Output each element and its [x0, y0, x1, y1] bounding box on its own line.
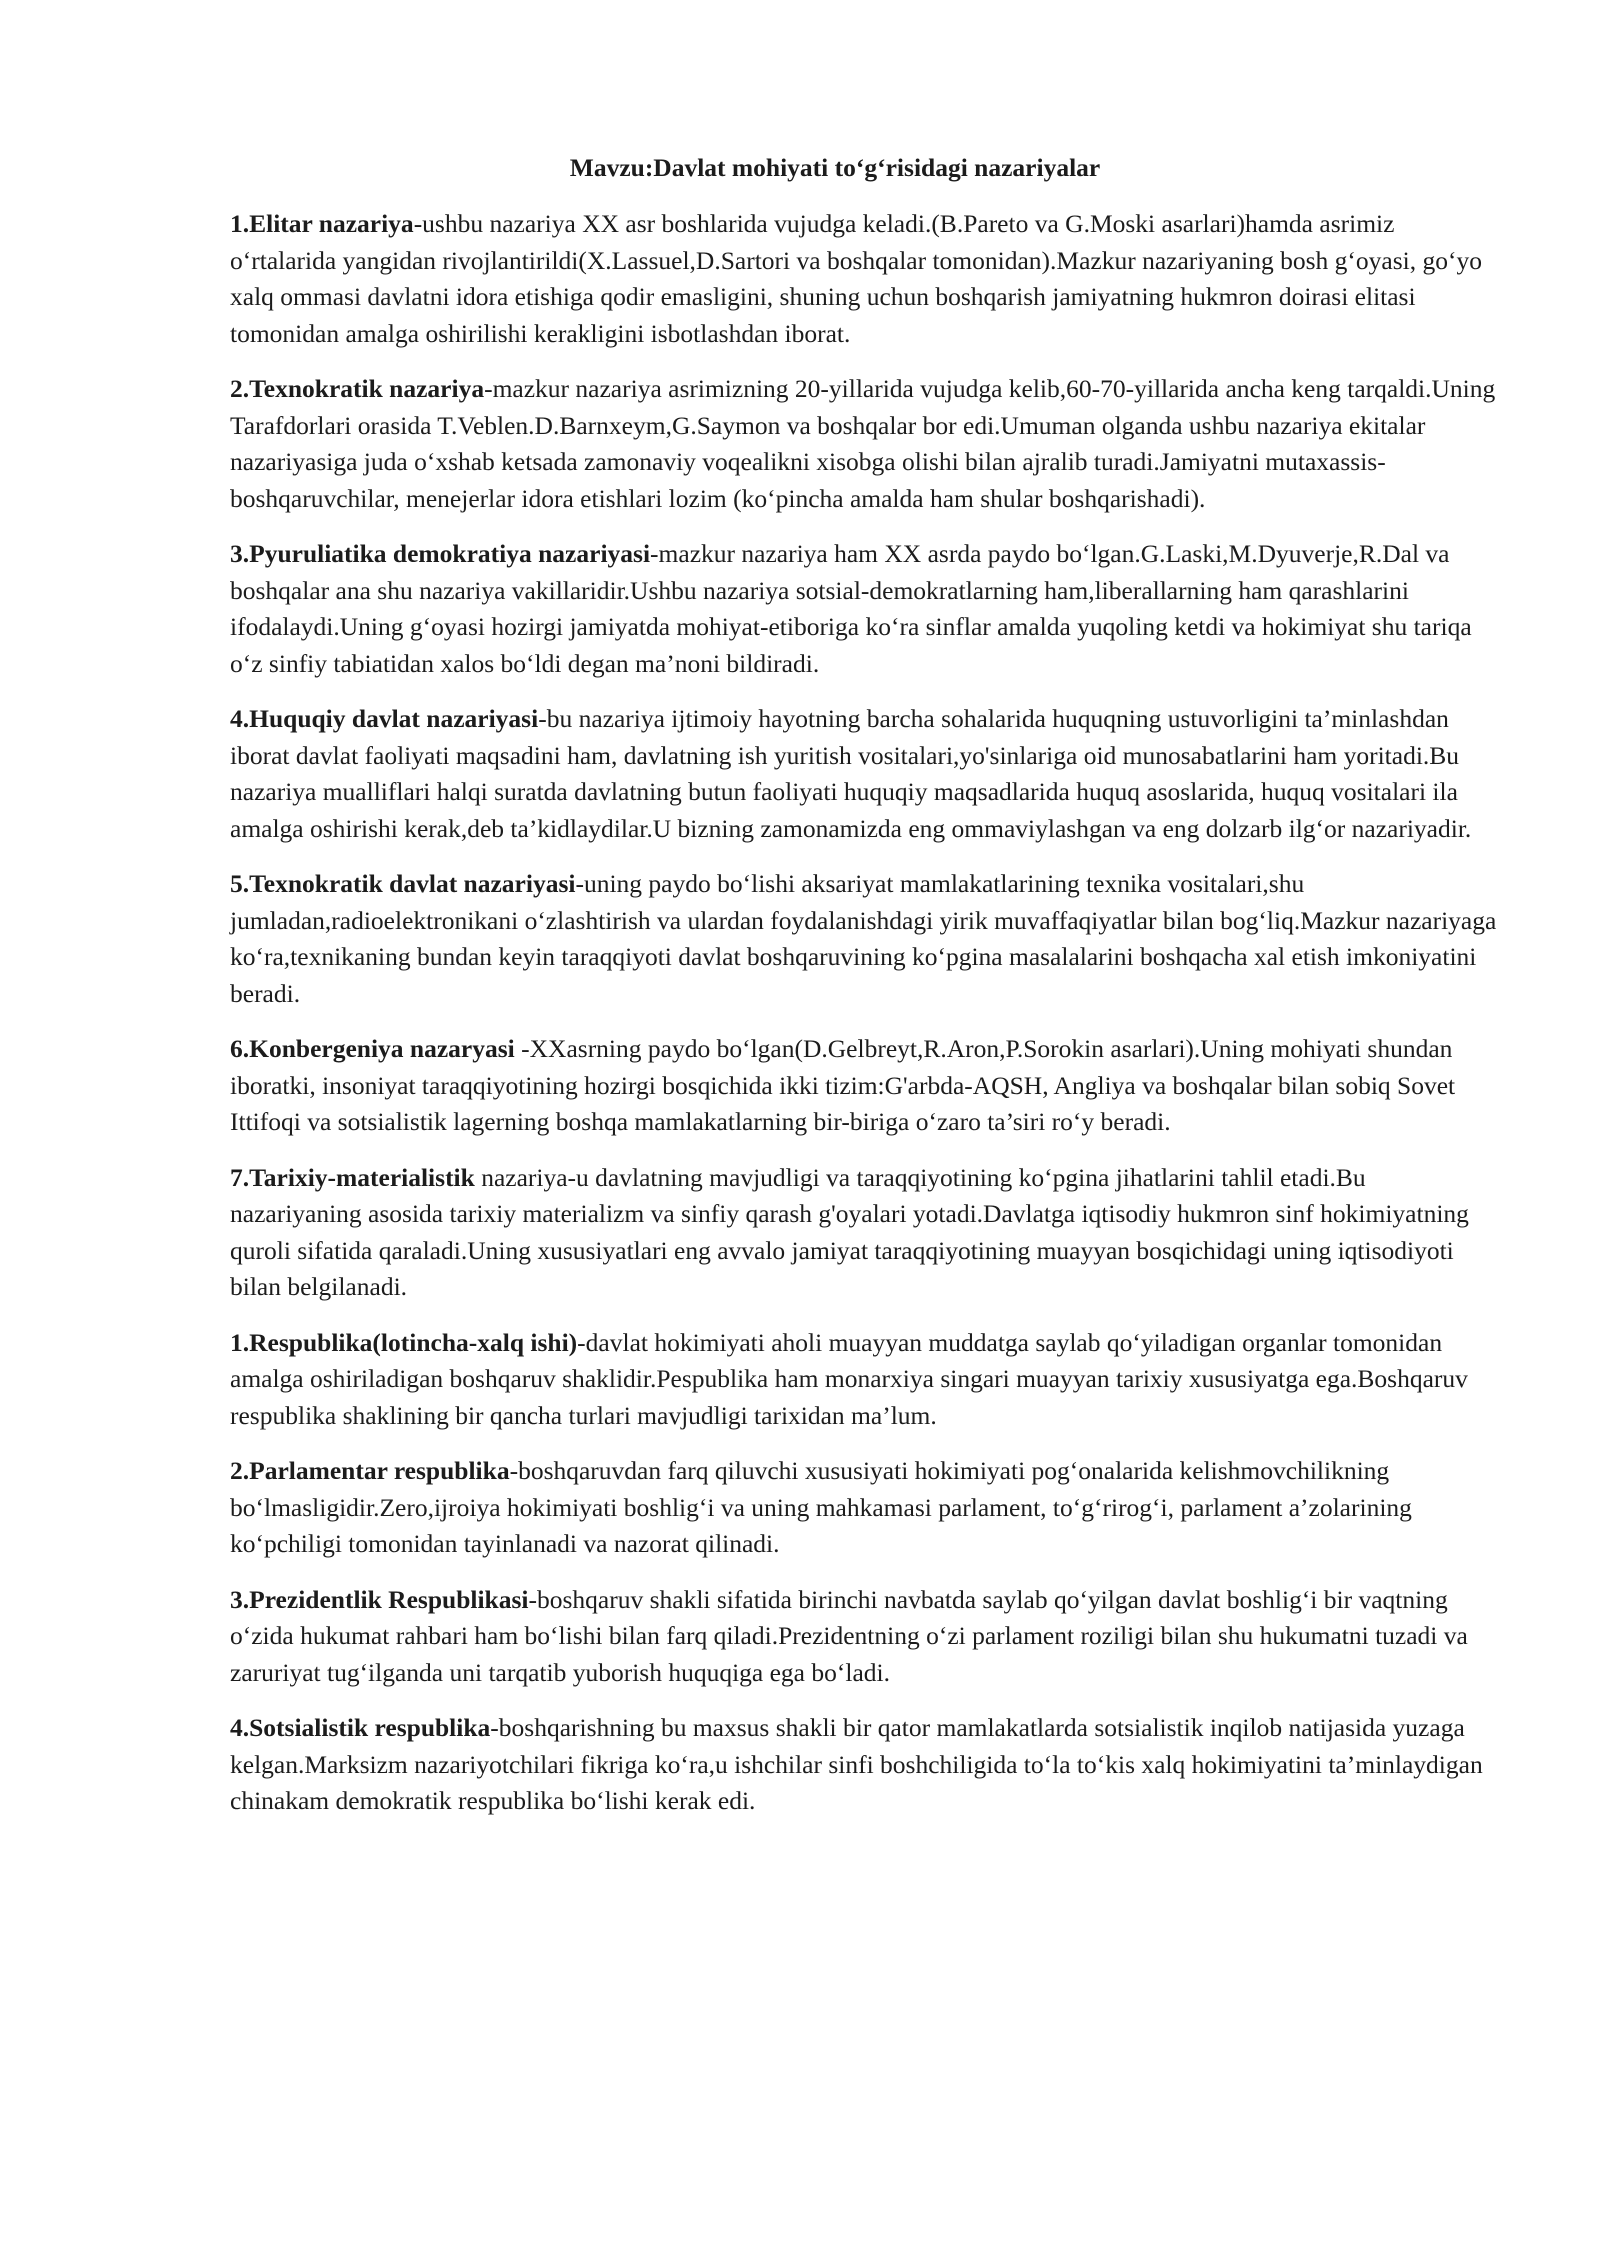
paragraph-term: 2.Parlamentar respublika [230, 1456, 510, 1485]
document-body [230, 150, 1500, 1839]
paragraph-text: -ushbu nazariya XX asr boshlarida vujudga keladi.(B.Pareto va G.Moski asarlari)hamda asrimiz o‘rtalarida yangidan rivojlantirildi(X.Lassuel,D.Sartori va boshqalar tomonidan).Mazkur nazariyaning bosh g‘oyasi, go‘yo xalq ommasi davlatni idora etishiga qodir emasligini, shuning uchun boshqarish jamiyatning hukmron doirasi elitasi tomonidan amalga oshirilishi kerakligini isbotlashdan iborat. [230, 209, 1482, 348]
paragraph-sotsialistik [230, 1710, 1500, 1820]
paragraph-texnokratik [230, 371, 1500, 517]
paragraph-term: 4.Huquqiy davlat nazariyasi [230, 704, 539, 733]
paragraph-text: -mazkur nazariya asrimizning 20-yillarida vujudga kelib,60-70-yillarida ancha keng tarqaldi.Uning Tarafdorlari orasida T.Veblen.D.Barnxeym,G.Saymon va boshqalar bor edi.Umuman olganda ushbu nazariya ekitalar nazariyasiga juda o‘xshab ketsada zamonaviy voqealikni xisobga olishi bilan ajralib turadi.Jamiyatni mutaxassis-boshqaruvchilar, menejerlar idora etishlari lozim (ko‘pincha amalda ham shular boshqarishadi). [230, 374, 1496, 513]
paragraph-text: -boshqaruv shakli sifatida birinchi navbatda saylab qo‘yilgan davlat boshlig‘i bir vaqtning o‘zida hukumat rahbari ham bo‘lishi bilan farq qiladi.Prezidentning o‘zi parlament roziligi bilan shu hukumatni tuzadi va zaruriyat tug‘ilganda uni tarqatib yuborish huquqiga ega bo‘ladi. [230, 1584, 1468, 1687]
paragraph-huquqiy [230, 701, 1500, 847]
paragraph-term: 3.Pyuruliatika demokratiya nazariyasi [230, 539, 651, 568]
paragraph-term: 7.Tarixiy-materialistik [230, 1162, 475, 1192]
paragraph-parlamentar [230, 1453, 1500, 1563]
paragraph-elitar [230, 206, 1500, 352]
paragraph-text: nazariya-u davlatning mavjudligi va taraqqiyotining ko‘pgina jihatlarini tahlil etadi.Bu nazariyaning asosida tarixiy materializm va sinfiy qarash g'oyalari yotadi.Davlatga iqtisodiy hukmron sinf hokimiyatning quroli sifatida qaraladi.Uning xususiyatlari eng avvalo jamiyat taraqqiyotining muayyan bosqichidagi uning iqtisodiyoti bilan belgilanadi. [230, 1162, 1469, 1301]
paragraph-term: 2.Texnokratik nazariya [230, 374, 485, 403]
paragraph-tarixiy-materialistik [230, 1160, 1500, 1306]
paragraph-term: 4.Sotsialistik respublika [230, 1713, 491, 1742]
paragraph-pyuruliatika [230, 536, 1500, 682]
paragraph-texnokratik-davlat [230, 866, 1500, 1012]
paragraph-term: 1.Respublika(lotincha-xalq ishi) [230, 1327, 578, 1357]
paragraph-prezidentlik [230, 1582, 1500, 1692]
paragraph-text: -boshqaruvdan farq qiluvchi xususiyati hokimiyati pog‘onalarida kelishmovchilikning bo‘lmasligidir.Zero,ijroiya hokimiyati boshlig‘i va uning mahkamasi parlament, to‘g‘rirog‘i, parlament a’zolarining ko‘pchiligi tomonidan tayinlanadi va nazorat qilinadi. [230, 1456, 1412, 1558]
paragraph-respublika [230, 1325, 1500, 1435]
paragraph-term: 3.Prezidentlik Respublikasi [230, 1584, 529, 1614]
paragraph-text: -boshqarishning bu maxsus shakli bir qator mamlakatlarda sotsialistik inqilob natijasida yuzaga kelgan.Marksizm nazariyotchilari fikriga ko‘ra,u ishchilar sinfi boshchiligida to‘la to‘kis xalq hokimiyatini ta’minlaydigan chinakam demokratik respublika bo‘lishi kerak edi. [230, 1713, 1483, 1815]
paragraph-konbergeniya [230, 1031, 1500, 1141]
paragraph-term: 1.Elitar nazariya [230, 209, 414, 238]
paragraph-text: -uning paydo bo‘lishi aksariyat mamlakatlarining texnika vositalari,shu jumladan,radioelektronikani o‘zlashtirish va ulardan foydalanishdagi yirik muvaffaqiyatlar bilan bog‘liq.Mazkur nazariyaga ko‘ra,texnikaning bundan keyin taraqqiyoti davlat boshqaruvining ko‘pgina masalalarini boshqacha xal etish imkoniyatini beradi. [230, 869, 1497, 1008]
paragraph-term: 5.Texnokratik davlat nazariyasi [230, 869, 576, 898]
paragraph-text: -XXasrning paydo bo‘lgan(D.Gelbreyt,R.Aron,P.Sorokin asarlari).Uning mohiyati shundan iboratki, insoniyat taraqqiyotining hozirgi bosqichida ikki tizim:G'arbda-AQSH, Angliya va boshqalar bilan sobiq Sovet Ittifoqi va sotsialistik lagerning boshqa mamlakatlarning bir-biriga o‘zaro ta’siri ro‘y beradi. [230, 1034, 1456, 1136]
page-title: Mavzu:Davlat mohiyati to‘g‘risidagi nazariyalar [569, 153, 1101, 182]
paragraph-text: -davlat hokimiyati aholi muayyan muddatga saylab qo‘yiladigan organlar tomonidan amalga oshiriladigan boshqaruv shaklidir.Pespublika ham monarxiya singari muayyan tarixiy xususiyatga ega.Boshqaruv respublika shaklining bir qancha turlari mavjudligi tarixidan ma’lum. [230, 1327, 1468, 1430]
paragraph-text: -bu nazariya ijtimoiy hayotning barcha sohalarida huquqning ustuvorligini ta’minlashdan iborat davlat faoliyati maqsadini ham, davlatning ish yuritish vositalari,yo'sinlariga oid munosabatlarini ham yoritadi.Bu nazariya mualliflari halqi suratda davlatning butun faoliyati huquqiy maqsadlarida huquq asoslarida, huquq vositalari ila amalga oshirishi kerak,deb ta’kidlaydilar.U bizning zamonamizda eng ommaviylashgan va eng dolzarb ilg‘or nazariyadir. [230, 704, 1472, 843]
paragraph-text: -mazkur nazariya ham XX asrda paydo bo‘lgan.G.Laski,M.Dyuverje,R.Dal va boshqalar ana shu nazariya vakillaridir.Ushbu nazariya sotsial-demokratlarning ham,liberallarning ham qarashlarini ifodalaydi.Uning g‘oyasi hozirgi jamiyatda mohiyat-etiboriga ko‘ra sinflar amalda yuqoling ketdi va hokimiyat shu tariqa o‘z sinfiy tabiatidan xalos bo‘ldi degan ma’noni bildiradi. [230, 539, 1472, 678]
paragraph-term: 6.Konbergeniya nazaryasi [230, 1034, 515, 1063]
